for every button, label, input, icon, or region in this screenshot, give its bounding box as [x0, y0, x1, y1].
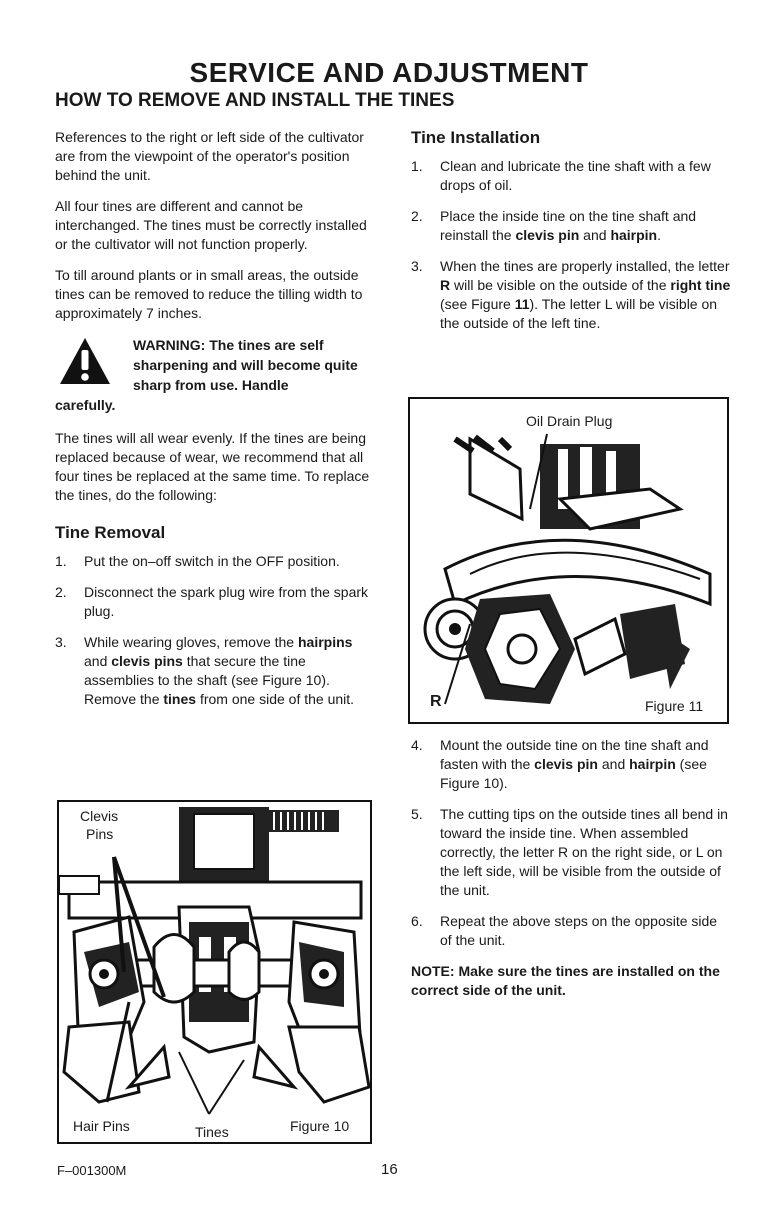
- warning-block: [55, 335, 377, 415]
- list-item: 1. Put the on–off switch in the OFF position.: [55, 553, 340, 569]
- tine-installation-heading: Tine Installation: [411, 128, 541, 147]
- right-column-continued: [411, 736, 731, 1012]
- figure-10-caption: Figure 10: [290, 1118, 350, 1134]
- oil-drain-plug-label: Oil Drain Plug: [526, 413, 613, 429]
- figure-11-caption: Figure 11: [645, 698, 704, 714]
- list-item: 1. Clean and lubricate the tine shaft with a few drops of oil.: [411, 158, 711, 193]
- hair-pins-label: Hair Pins: [73, 1118, 130, 1134]
- right-column: [411, 128, 731, 345]
- list-item: 2. Disconnect the spark plug wire from the spark plug.: [55, 584, 369, 619]
- page-number: 16: [381, 1161, 398, 1178]
- section-subtitle: HOW TO REMOVE AND INSTALL THE TINES: [55, 90, 455, 111]
- r-letter-label: R: [430, 693, 442, 710]
- tiller-hairpin-illustration: [59, 802, 370, 1142]
- list-item: 5. The cutting tips on the outside tines all bend in toward the inside tine. When assembled correctly, the letter R on the right side, or L on the left side, will be visible from the outside of the unit.: [411, 806, 728, 898]
- clevis-label: Clevis: [80, 808, 119, 824]
- list-item: 6. Repeat the above steps on the opposite side of the unit.: [411, 913, 718, 948]
- list-item: 3. While wearing gloves, remove the hairpins and clevis pins that secure the tine assemblies to the shaft (see Figure 10). Remove the tines from one side of the unit.: [55, 634, 355, 707]
- warning-triangle-icon: [59, 337, 111, 385]
- tilling-width-paragraph: To till around plants or in small areas, the outside tines can be removed to reduce the tilling width to approximately 7 inches.: [55, 267, 363, 321]
- tine-installation-list: [411, 157, 731, 333]
- interchange-paragraph: All four tines are different and cannot be interchanged. The tines must be correctly installed or the cultivator will not function properly.: [55, 198, 367, 252]
- intro-paragraph: References to the right or left side of the cultivator are from the viewpoint of the operator's position behind the unit.: [55, 129, 364, 183]
- warning-text: WARNING: The tines are self sharpening and will become quite sharp from use. Handle: [133, 337, 358, 393]
- list-item: 4. Mount the outside tine on the tine shaft and fasten with the clevis pin and hairpin (see Figure 10).: [411, 737, 709, 791]
- tine-installation-list-continued: [411, 736, 731, 950]
- tine-removal-heading: Tine Removal: [55, 523, 166, 542]
- tines-label: Tines: [195, 1124, 229, 1140]
- list-item: 2. Place the inside tine on the tine shaft and reinstall the clevis pin and hairpin.: [411, 208, 697, 243]
- pins-label: Pins: [86, 826, 114, 842]
- note-paragraph: NOTE: Make sure the tines are installed on the correct side of the unit.: [411, 963, 720, 998]
- figure-10: [57, 800, 372, 1144]
- list-item: 3. When the tines are properly installed, the letter R will be visible on the outside of the right tine (see Figure 11). The letter L will be visible on the outside of the left tine.: [411, 258, 731, 331]
- replacement-paragraph: The tines will all wear evenly. If the tines are being replaced because of wear, we recommend that all four tines be replaced at the same time. To replace the tines, do the following:: [55, 430, 370, 503]
- left-column: [55, 128, 377, 721]
- tine-removal-list: [55, 552, 377, 709]
- document-code: F–001300M: [57, 1163, 127, 1178]
- warning-text-tail: carefully.: [55, 397, 116, 413]
- figure-11: [408, 397, 729, 724]
- page-title: SERVICE AND ADJUSTMENT: [189, 57, 589, 88]
- tiller-tine-illustration: [410, 399, 727, 722]
